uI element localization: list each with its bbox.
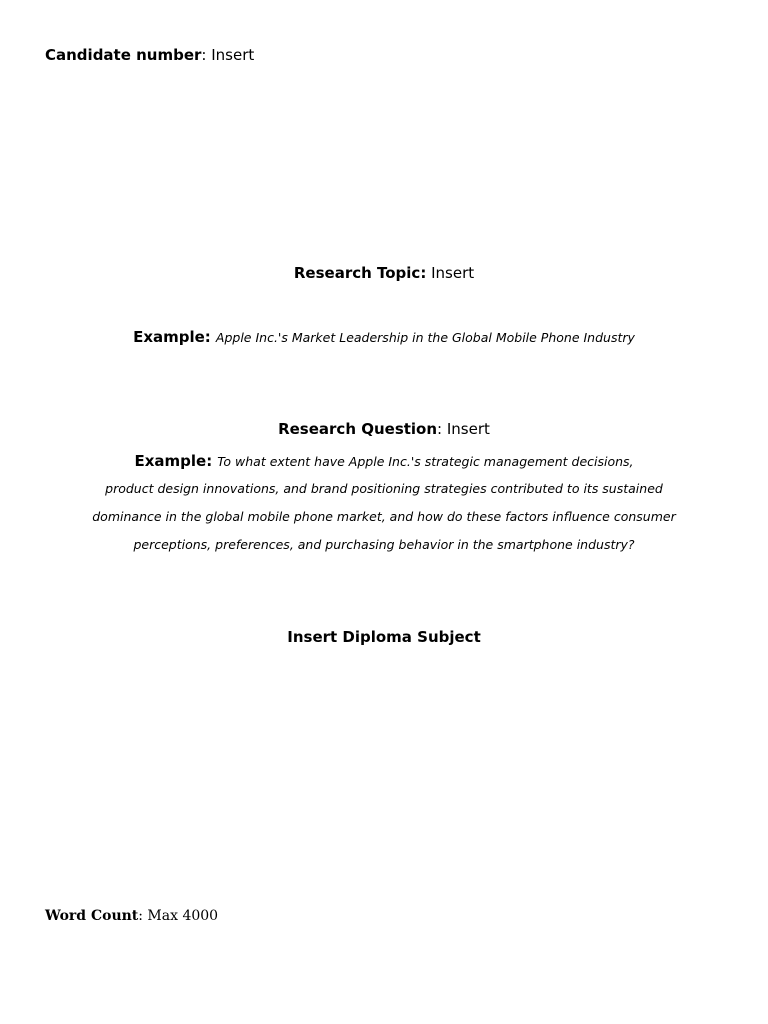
candidate-number-line: [45, 45, 254, 65]
diploma-subject: Insert Diploma Subject: [287, 628, 481, 646]
research-topic-line: [0, 263, 768, 283]
topic-example-text: Apple Inc.'s Market Leadership in the Global Mobile Phone Industry: [215, 330, 635, 345]
research-topic-value: Insert: [426, 264, 475, 282]
candidate-number-value: : Insert: [201, 46, 255, 64]
question-example-label: Example:: [134, 452, 213, 470]
word-count-value: : Max 4000: [138, 908, 219, 924]
candidate-number-label: Candidate number: [45, 46, 202, 64]
question-example-block: [60, 449, 708, 561]
word-count-label: Word Count: [45, 908, 139, 924]
question-example-line-1: [60, 449, 708, 477]
question-example-text-1: To what extent have Apple Inc.'s strategic management decisions,: [217, 454, 634, 469]
research-question-label: Research Question: [278, 420, 438, 438]
research-topic-label: Research Topic:: [293, 264, 427, 282]
word-count-line: [45, 906, 218, 926]
research-question-value: : Insert: [437, 420, 490, 438]
question-example-text-3: dominance in the global mobile phone market, and how do these factors influence consumer: [92, 509, 676, 524]
question-example-text-4: perceptions, preferences, and purchasing behavior in the smartphone industry?: [133, 537, 635, 552]
topic-example-line: [0, 326, 768, 349]
question-example-text-2: product design innovations, and brand positioning strategies contributed to its sustained: [105, 481, 663, 496]
topic-example-label: Example:: [133, 328, 211, 346]
research-question-line: [0, 419, 768, 439]
